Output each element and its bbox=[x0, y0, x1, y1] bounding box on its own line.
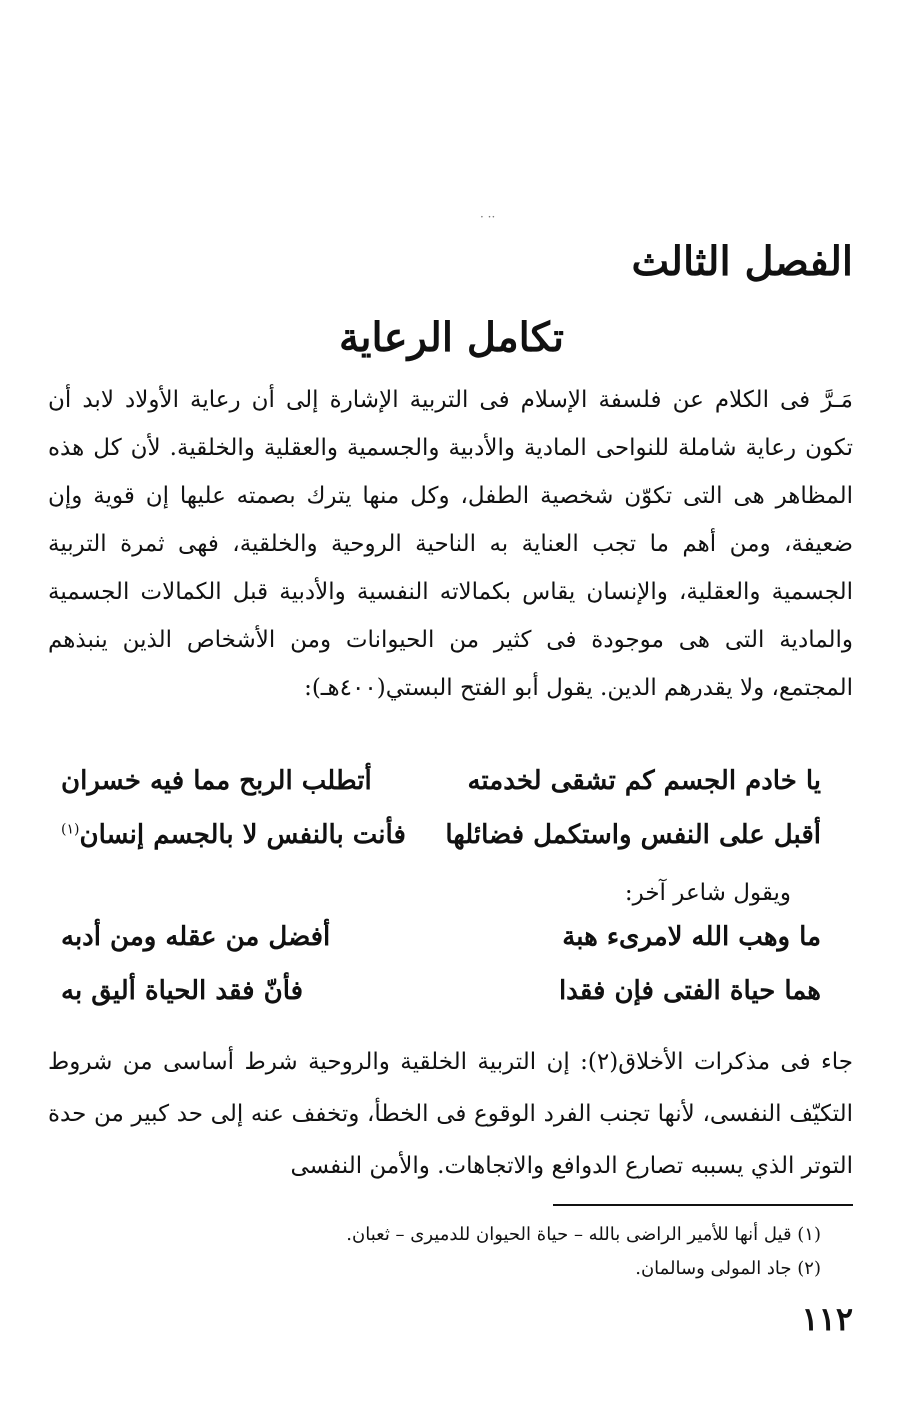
footnote-1: (١) قيل أنها للأمير الراضى بالله – حياة الحيوان للدميرى – ثعبان. bbox=[346, 1224, 821, 1245]
poem-verse bbox=[61, 910, 821, 964]
verse-second-hemistich: فأنت بالنفس لا بالجسم إنسان bbox=[79, 820, 406, 850]
footnote-mark: (١) bbox=[61, 821, 80, 838]
page-title: تكامل الرعاية bbox=[338, 314, 565, 361]
verse-first-hemistich: هما حياة الفتى فإن فقدا bbox=[558, 976, 821, 1006]
verse-first-hemistich: أقبل على النفس واستكمل فضائلها bbox=[445, 820, 821, 850]
poem-1 bbox=[61, 754, 821, 862]
footnote-divider bbox=[553, 1204, 853, 1206]
paragraph-2: جاء فى مذكرات الأخلاق(٢): إن التربية الخلقية والروحية شرط أساسى من شروط التكيّف النفسى، لأنها تجنب الفرد الوقوع فى الخطأ، وتخفف عنه إلى حد كبير من حدة التوتر الذي يسببه تصارع الدوافع والاتجاهات. والأمن النفسى bbox=[48, 1049, 854, 1179]
poem-verse bbox=[61, 964, 821, 1018]
page-number: ١١٢ bbox=[801, 1300, 853, 1338]
footnotes bbox=[346, 1218, 821, 1286]
poem-verse bbox=[61, 754, 821, 808]
verse-first-hemistich: ما وهب الله لامرىء هبة bbox=[562, 922, 821, 952]
poem-2 bbox=[61, 910, 821, 1018]
verse-second-hemistich: فأنّ فقد الحياة أليق به bbox=[61, 976, 304, 1006]
chapter-label: الفصل الثالث bbox=[631, 238, 853, 285]
verse-first-hemistich: يا خادم الجسم كم تشقى لخدمته bbox=[467, 766, 821, 796]
paragraph-1-text: مَـرَّ فى الكلام عن فلسفة الإسلام فى التربية الإشارة إلى أن رعاية الأولاد لابد أن تكون رعاية شاملة للنواحى المادية والأدبية والجسمية والعقلية والخلقية. لأن كل هذه المظاهر هى التى تكوّن شخصية الطفل، وكل منها يترك بصمته عليها إن قوية وإن ضعيفة، ومن أهم ما تجب العناية به الناحية الروحية والخلقية، فهى ثمرة التربية الجسمية والعقلية، والإنسان يقاس بكمالاته النفسية والأدبية قبل الكمالات الجسمية والمادية التى هى موجودة فى كثير من الحيوانات ومن الأشخاص الذين ينبذهم المجتمع، ولا يقدرهم الدين. يقول أبو الفتح البستي(٤٠٠هـ): bbox=[48, 387, 853, 701]
verse-second-hemistich: أفضل من عقله ومن أدبه bbox=[61, 922, 331, 952]
scan-speck: ·· · bbox=[480, 210, 496, 224]
poem-2-intro: ويقول شاعر آخر: bbox=[624, 880, 791, 906]
paragraph-1 bbox=[48, 376, 853, 712]
verse-second-hemistich: أتطلب الربح مما فيه خسران bbox=[61, 766, 372, 796]
footnote-2: (٢) جاد المولى وسالمان. bbox=[635, 1258, 821, 1279]
poem-verse bbox=[61, 808, 821, 862]
